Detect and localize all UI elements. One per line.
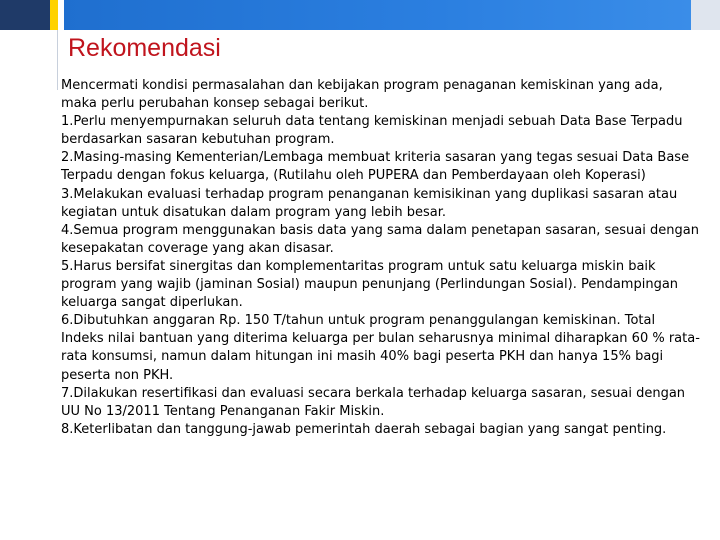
recommendation-item-5: 5.Harus bersifat sinergitas dan komplementaritas program untuk satu keluarga miskin baik program yang wajib (jaminan Sosial) maupun penunjang (Perlindungan Sosial). Pendampingan keluarga sangat diperlukan. (61, 258, 679, 311)
recommendation-list (61, 77, 701, 439)
header-band (0, 0, 720, 30)
recommendation-item-2: 2.Masing-masing Kementerian/Lembaga membuat kriteria sasaran yang tegas sesuai Data Base Terpadu dengan fokus keluarga, (Rutilahu oleh PUPERA dan Pemberdayaan oleh Koperasi) (61, 150, 690, 184)
header-dark-block (0, 0, 50, 30)
recommendation-item-4: 4.Semua program menggunakan basis data yang sama dalam penetapan sasaran, sesuai dengan kesepakatan coverage yang akan disasar. (61, 222, 699, 256)
recommendation-item-6: 6.Dibutuhkan anggaran Rp. 150 T/tahun untuk program penanggulangan kemiskinan. Total Indeks nilai bantuan yang diterima keluarga per bulan seharusnya minimal diharapkan 60 % rata-rata konsumsi, namun dalam hitungan ini masih 40% bagi peserta PKH dan hanya 15% bagi peserta non PKH. (61, 313, 700, 383)
intro-paragraph: Mencermati kondisi permasalahan dan kebijakan program penaganan kemiskinan yang ada, maka perlu perubahan konsep sebagai berikut. (61, 78, 663, 112)
header-blue-bar (64, 0, 691, 30)
header-yellow-stripe (50, 0, 58, 30)
header-right-block (691, 0, 720, 30)
slide-title: Rekomendasi (68, 34, 221, 62)
recommendation-item-8: 8.Keterlibatan dan tanggung-jawab pemerintah daerah sebagai bagian yang sangat penting. (61, 421, 667, 437)
recommendation-item-3: 3.Melakukan evaluasi terhadap program penanganan kemisikinan yang duplikasi sasaran atau kegiatan untuk disatukan dalam program yang lebih besar. (61, 186, 678, 220)
recommendation-item-1: 1.Perlu menyempurnakan seluruh data tentang kemiskinan menjadi sebuah Data Base Terpadu berdasarkan sasaran kebutuhan program. (61, 114, 683, 148)
recommendation-item-7: 7.Dilakukan resertifikasi dan evaluasi secara berkala terhadap keluarga sasaran, sesuai dengan UU No 13/2011 Tentang Penanganan Fakir Miskin. (61, 385, 686, 419)
title-divider-line (57, 30, 58, 90)
